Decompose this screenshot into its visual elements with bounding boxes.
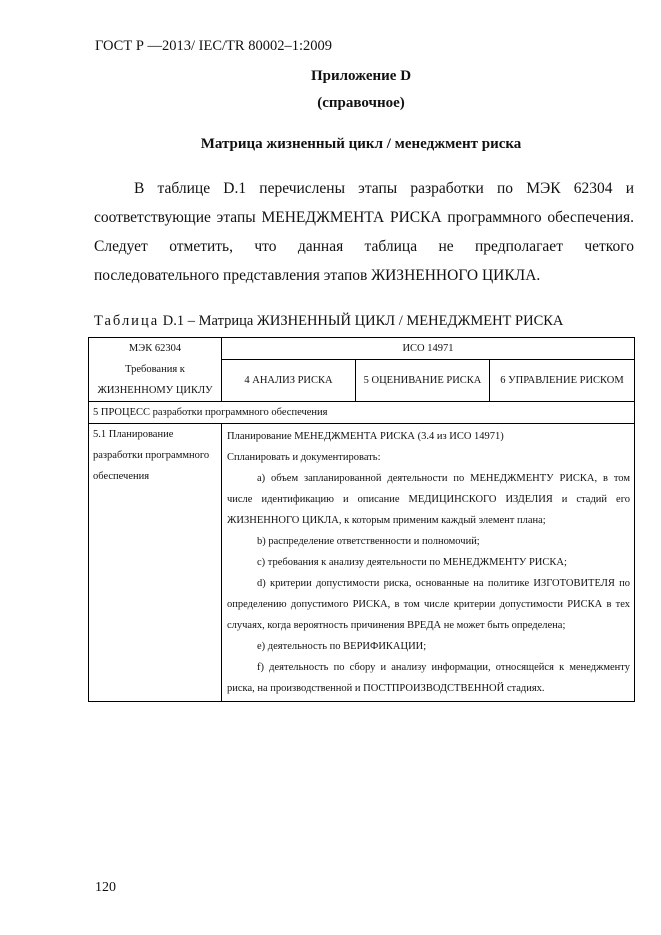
row-5-1-item-a: a) объем запланированной деятельности по МЕНЕДЖМЕНТУ РИСКА, в том числе идентификацию и описание МЕДИЦИНСКОГО ИЗДЕЛИЯ и стадий его ЖИЗНЕННОГО ЦИКЛА, к которым применим каждый элемент плана; — [227, 473, 630, 526]
iso-col-evaluation: 5 ОЦЕНИВАНИЕ РИСКА — [356, 360, 490, 402]
intro-paragraph: В таблице D.1 перечислены этапы разработки по МЭК 62304 и соответствующие этапы МЕНЕДЖМЕНТА РИСКА программного обеспечения. Следует отметить, что данная таблица не предполагает четкого последовательного представления этапов ЖИЗНЕННОГО ЦИКЛА. — [94, 180, 634, 284]
col1-subheader: Требования к ЖИЗНЕННОМУ ЦИКЛУ — [97, 364, 213, 396]
process-row: 5 ПРОЦЕСС разработки программного обеспечения — [89, 402, 635, 424]
row-5-1-item-e: e) деятельность по ВЕРИФИКАЦИИ; — [257, 641, 427, 652]
row-5-1-item-d: d) критерии допустимости риска, основанные на политике ИЗГОТОВИТЕЛЯ по определению допустимого РИСКА, в том числе критерии допустимости РИСКА в тех случаях, когда вероятность причинения ВРЕДА не может быть определена; — [227, 578, 630, 631]
row-5-1-line: Планирование МЕНЕДЖМЕНТА РИСКА (3.4 из ИСО 14971) — [227, 431, 504, 442]
iso-col-control: 6 УПРАВЛЕНИЕ РИСКОМ — [490, 360, 635, 402]
appendix-subtitle: (справочное) — [317, 95, 405, 111]
appendix-title: Приложение D — [310, 68, 412, 84]
page-number: 120 — [95, 880, 116, 895]
iso-header: ИСО 14971 — [222, 338, 635, 360]
row-5-1-item-f: f) деятельность по сбору и анализу информации, относящейся к менеджменту риска, на производственной и ПОСТПРОИЗВОДСТВЕННОЙ стадиях. — [227, 662, 630, 694]
iso-col-analysis: 4 АНАЛИЗ РИСКА — [222, 360, 356, 402]
table-caption — [94, 313, 563, 330]
row-5-1-line: Спланировать и документировать: — [227, 452, 381, 463]
lifecycle-risk-matrix — [88, 337, 635, 702]
row-5-1-item-b: b) распределение ответственности и полномочий; — [257, 536, 480, 547]
row-5-1-item-c: c) требования к анализу деятельности по МЕНЕДЖМЕНТУ РИСКА; — [257, 557, 567, 568]
section-title: Матрица жизненный цикл / менеджмент риска — [200, 136, 522, 152]
col1-header: МЭК 62304 — [128, 343, 182, 354]
col1-header-cell — [89, 338, 222, 402]
table-caption-label: Таблица — [94, 313, 160, 329]
row-5-1-content — [222, 424, 635, 702]
row-5-1-label: 5.1 Планирование разработки программного обеспечения — [89, 424, 222, 702]
document-header: ГОСТ Р —2013/ IEC/TR 80002–1:2009 — [95, 38, 332, 54]
table-caption-text: D.1 – Матрица ЖИЗНЕННЫЙ ЦИКЛ / МЕНЕДЖМЕНТ РИСКА — [159, 313, 564, 329]
